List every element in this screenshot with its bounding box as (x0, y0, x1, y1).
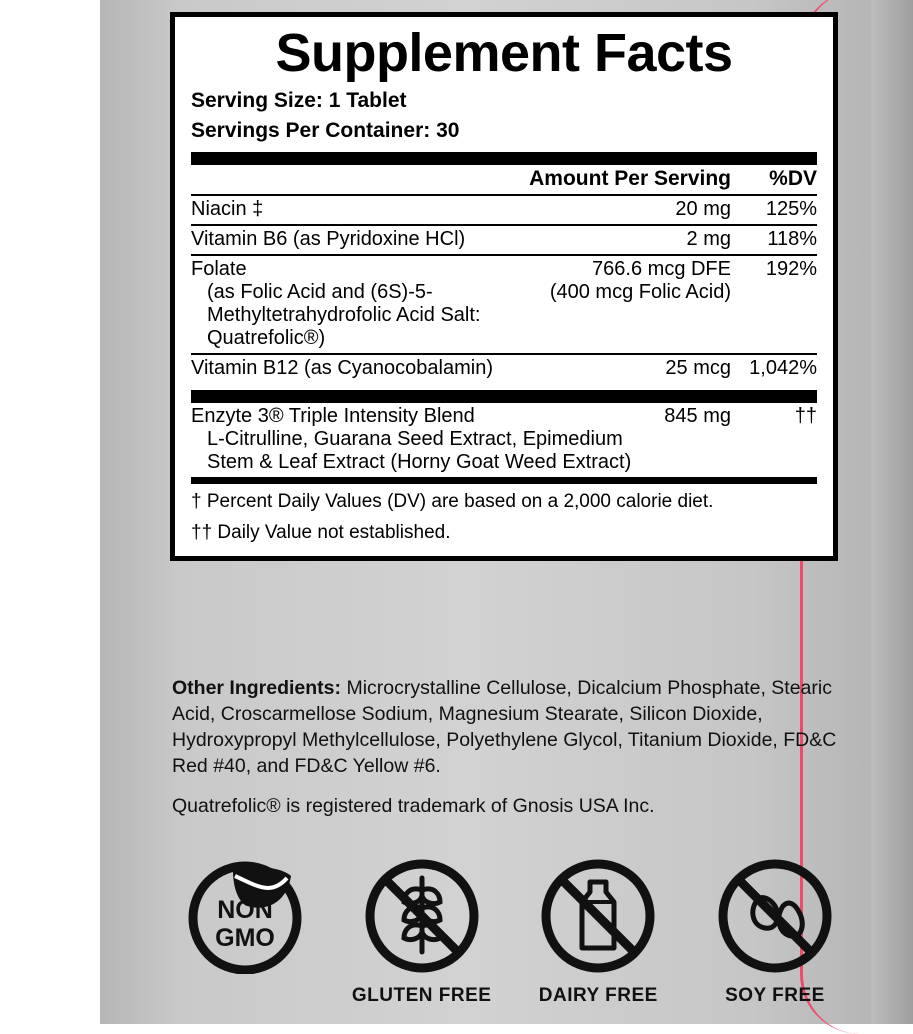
other-ingredients-block (172, 676, 848, 820)
table-header-row (191, 165, 817, 195)
non-gmo-line1: NON (217, 896, 273, 924)
header-amount-per-serving: Amount Per Serving (529, 167, 731, 191)
nutrient-amount: 20 mg (529, 195, 731, 225)
table-row (191, 354, 817, 383)
nutrient-amount: 25 mcg (529, 354, 731, 383)
other-ingredients-paragraph (172, 676, 848, 780)
table-row (191, 195, 817, 225)
badge-label-dairy-free: DAIRY FREE (538, 985, 658, 1006)
nutrient-name: Niacin ‡ (191, 195, 529, 225)
header-blank (191, 165, 529, 195)
badge-label-soy-free: SOY FREE (725, 985, 825, 1006)
no-gluten-icon (352, 856, 492, 974)
nutrient-amount: 2 mg (529, 225, 731, 255)
other-ingredients-label: Other Ingredients: (172, 677, 342, 699)
package-right-shade (871, 0, 913, 1024)
footnote-dv-not-established: †† Daily Value not established. (191, 521, 451, 543)
non-gmo-icon (175, 856, 315, 974)
nutrient-name: Vitamin B6 (as Pyridoxine HCl) (191, 225, 529, 255)
badge-non-gmo (170, 856, 320, 985)
blend-dv: †† (794, 405, 817, 428)
trademark-note: Quatrefolic® is registered trademark of Gnosis USA Inc. (172, 794, 655, 817)
supplement-facts-panel (170, 12, 838, 561)
certification-badges (170, 856, 850, 1007)
blend-ingredients: L-Citrulline, Guarana Seed Extract, Epimedium Stem & Leaf Extract (Horny Goat Weed Extract) (207, 428, 632, 474)
badge-gluten-free (347, 856, 497, 1007)
divider-thick-middle (191, 390, 817, 403)
other-ingredients-text: Microcrystalline Cellulose, Dicalcium Phosphate, Stearic Acid, Croscarmellose Sodium, Magnesium Stearate, Silicon Dioxide, Hydroxypropyl Methylcellulose, Polyethylene Glycol, Titanium Dioxide, FD&C Red #40, and FD&C Yellow #6. (172, 677, 837, 777)
nutrient-dv: 192% (731, 255, 817, 354)
blend-row (191, 403, 817, 477)
nutrient-subtext: (as Folic Acid and (6S)-5-Methyltetrahydrofolic Acid Salt: Quatrefolic®) (207, 281, 481, 350)
nutrient-name: Folate (191, 258, 247, 281)
nutrient-name: Vitamin B12 (as Cyanocobalamin) (191, 354, 529, 383)
nutrition-table (191, 165, 817, 383)
servings-per-container: Servings Per Container: 30 (191, 118, 460, 142)
blend-table (191, 403, 817, 477)
panel-title: Supplement Facts (275, 23, 733, 83)
table-row (191, 225, 817, 255)
badge-dairy-free (523, 856, 673, 1007)
no-dairy-icon (528, 856, 668, 974)
nutrient-dv: 125% (731, 195, 817, 225)
no-soy-icon (705, 856, 845, 974)
non-gmo-line2: GMO (215, 924, 275, 952)
table-row (191, 255, 817, 354)
serving-size: Serving Size: 1 Tablet (191, 88, 407, 112)
nutrient-dv: 118% (731, 225, 817, 255)
footnote-daily-values: † Percent Daily Values (DV) are based on a 2,000 calorie diet. (191, 491, 714, 513)
blend-amount: 845 mg (664, 405, 731, 428)
nutrient-amount: 766.6 mcg DFE (592, 258, 731, 281)
nutrient-dv: 1,042% (731, 354, 817, 383)
blend-name: Enzyte 3® Triple Intensity Blend (191, 405, 475, 428)
page-left-margin (0, 0, 100, 1024)
badge-label-gluten-free: GLUTEN FREE (351, 985, 492, 1006)
divider-thick-top (191, 152, 817, 165)
nutrient-amount-secondary: (400 mcg Folic Acid) (549, 281, 731, 304)
badge-soy-free (700, 856, 850, 1007)
divider-thick-bottom (191, 477, 817, 484)
header-percent-dv: %DV (769, 167, 817, 191)
